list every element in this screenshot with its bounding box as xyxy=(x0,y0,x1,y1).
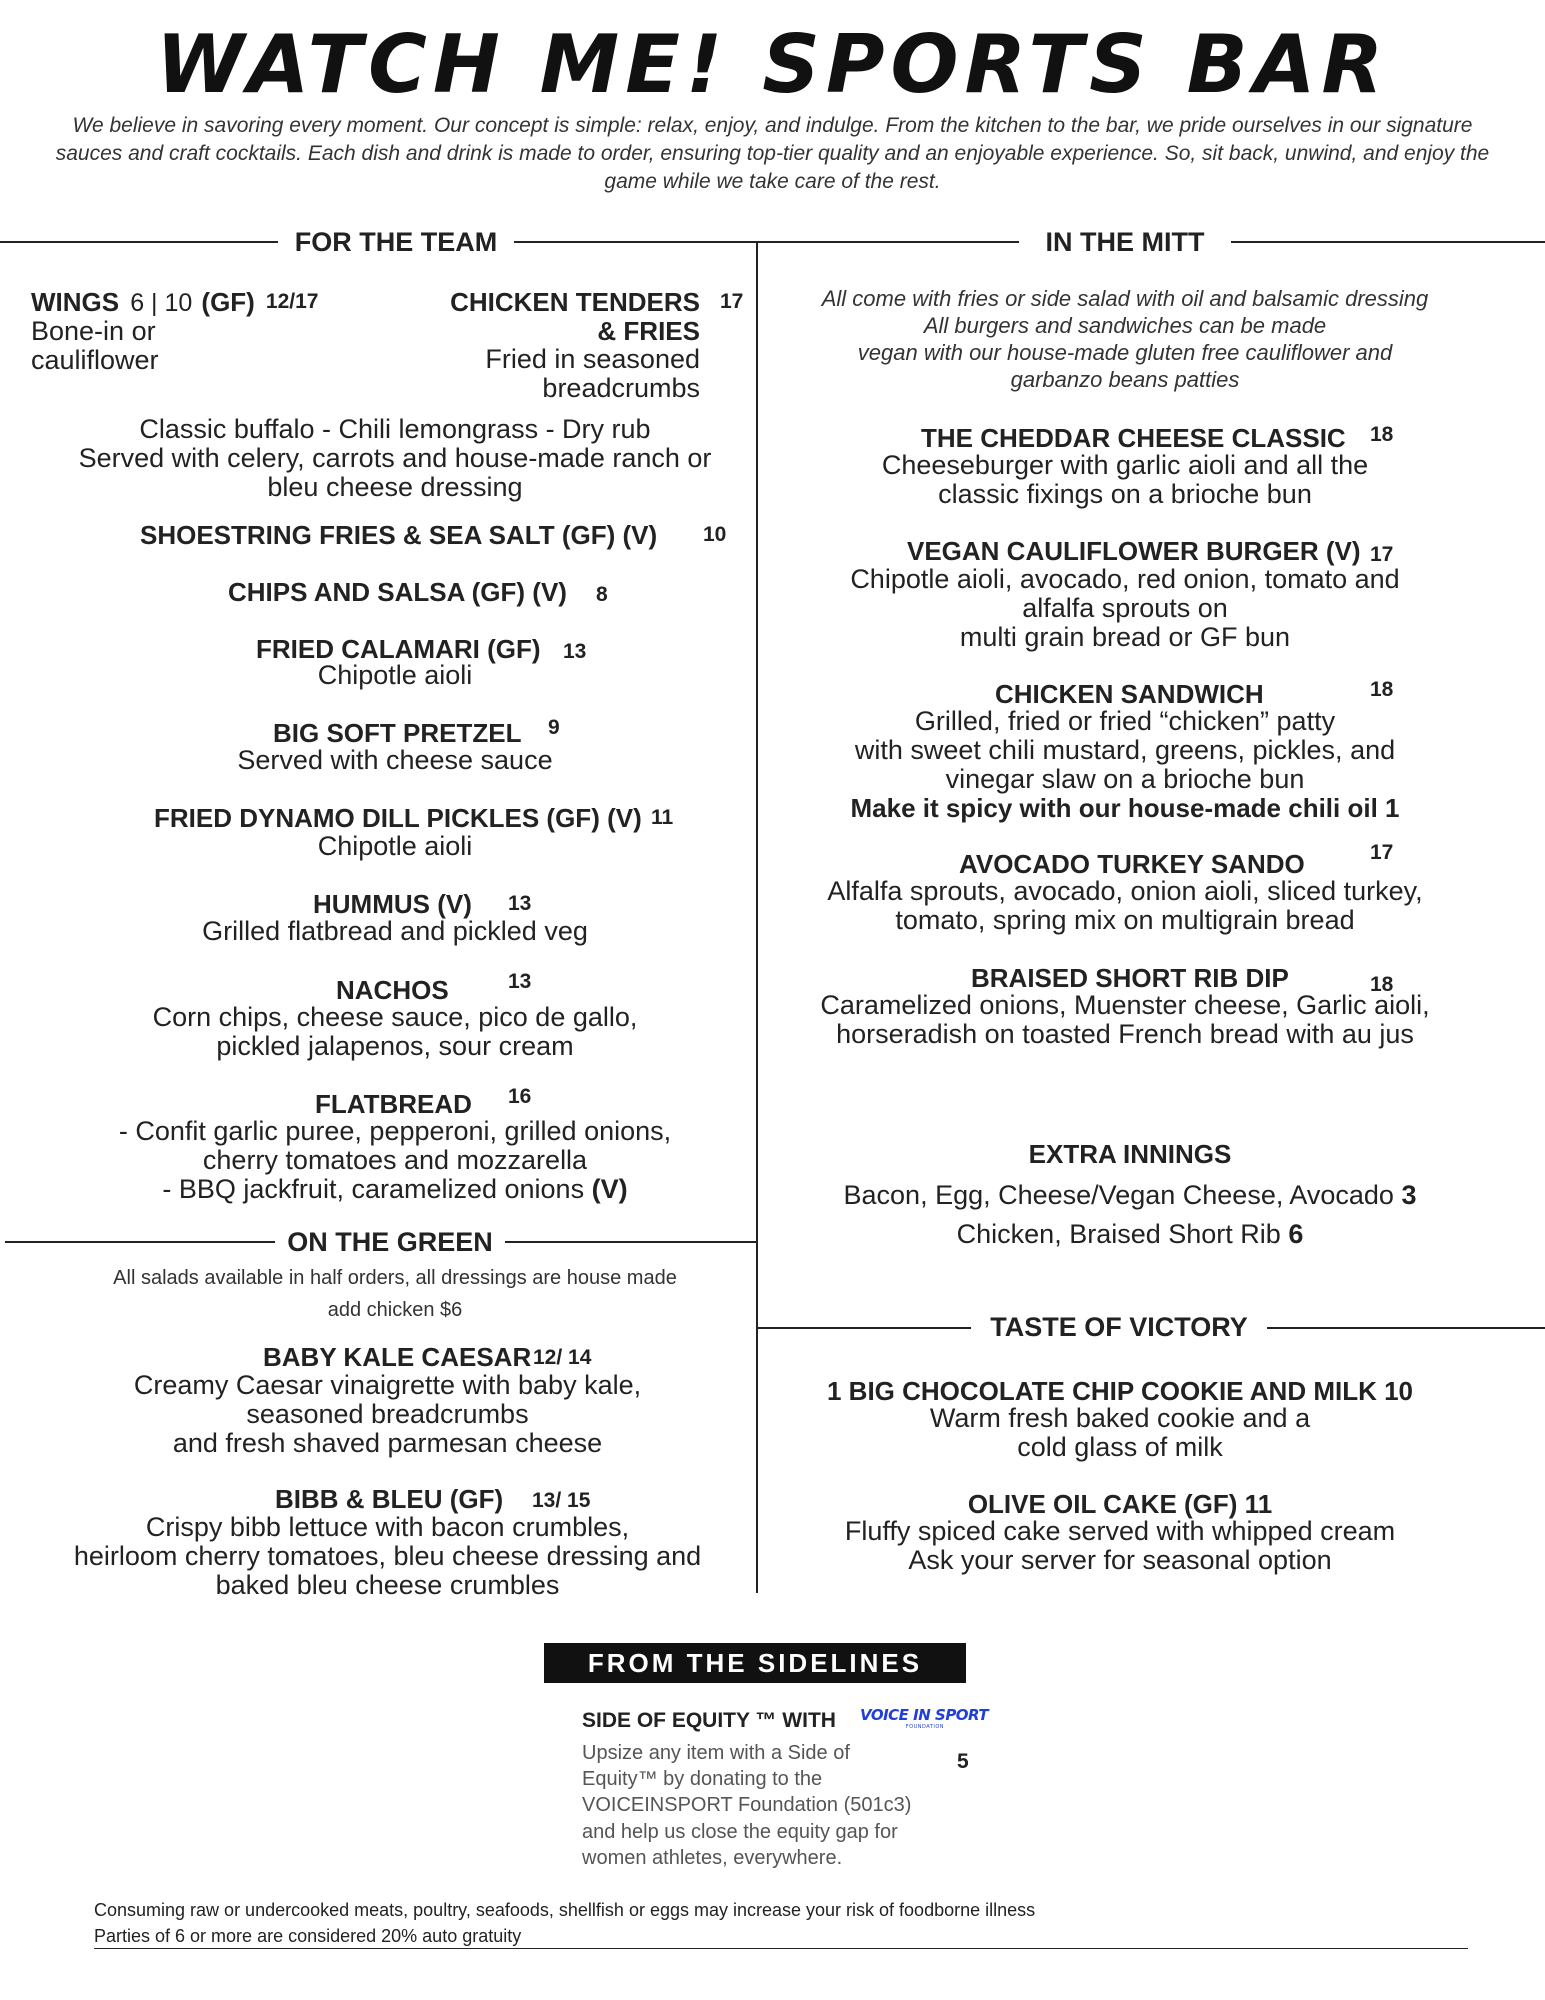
item-description: horseradish on toasted French bread with au jus xyxy=(836,1019,1414,1049)
divider-line xyxy=(514,241,1019,243)
item-price: 12/17 xyxy=(265,290,319,313)
item-description-text: - BBQ jackfruit, caramelized onions xyxy=(162,1174,592,1204)
item-description: with sweet chili mustard, greens, pickles, and xyxy=(854,735,1396,765)
page-title: WATCH ME! SPORTS BAR xyxy=(155,18,1390,111)
item-description: Creamy Caesar vinaigrette with baby kale, xyxy=(133,1370,642,1400)
item-description: classic fixings on a brioche bun xyxy=(938,479,1312,509)
item-description: Warm fresh baked cookie and a xyxy=(929,1403,1311,1433)
item-name: BIBB & BLEU (GF) xyxy=(275,1484,504,1514)
item-name: FRIED DYNAMO DILL PICKLES (GF) (V) xyxy=(154,803,642,833)
item-addon: Make it spicy with our house-made chili oil 1 xyxy=(850,793,1400,823)
item-description: pickled jalapenos, sour cream xyxy=(216,1031,574,1061)
item-description: Ask your server for seasonal option xyxy=(908,1545,1332,1575)
footer-gratuity: Parties of 6 or more are considered 20% auto gratuity xyxy=(94,1926,522,1946)
item-price: 13 xyxy=(508,970,532,993)
item-price: 13 xyxy=(563,640,587,663)
item-description: Corn chips, cheese sauce, pico de gallo, xyxy=(152,1002,638,1032)
footer-disclaimer: Consuming raw or undercooked meats, poultry, seafoods, shellfish or eggs may increase your risk of foodborne illness xyxy=(94,1900,1036,1920)
item-price: 8 xyxy=(596,583,608,606)
divider-line xyxy=(1231,241,1545,243)
item-name: WINGS xyxy=(31,287,120,317)
item-description: Equity™ by donating to the xyxy=(582,1768,823,1790)
menu-item-wings xyxy=(31,287,318,318)
item-description xyxy=(0,1175,790,1204)
section-title-extra-innings: EXTRA INNINGS xyxy=(1028,1139,1232,1169)
divider-line xyxy=(5,1241,275,1243)
extra-price: 6 xyxy=(1288,1219,1304,1249)
section-note: All salads available in half orders, all dressings are house made xyxy=(113,1267,677,1289)
item-description: - Confit garlic puree, pepperoni, grilled onions, xyxy=(118,1116,672,1146)
item-price: 11 xyxy=(651,806,674,829)
logo-subtext: FOUNDATION xyxy=(905,1724,944,1730)
item-description: cauliflower xyxy=(31,345,159,375)
extra-text: Bacon, Egg, Cheese/Vegan Cheese, Avocado xyxy=(843,1180,1402,1210)
item-description: Crispy bibb lettuce with bacon crumbles, xyxy=(145,1512,630,1542)
item-description: Fried in seasoned xyxy=(485,344,700,374)
item-description: Alfalfa sprouts, avocado, onion aioli, sliced turkey, xyxy=(827,876,1423,906)
item-description: cold glass of milk xyxy=(1017,1432,1223,1462)
intro-text: We believe in savoring every moment. Our concept is simple: relax, enjoy, and indulge. From the kitchen to the bar, we pride ourselves in our signature sauces and craft cocktails. Each dish and drink is made to order, ensuring top-tier quality and an enjoyable experience. So, sit back, unwind, and enjoy the game while we take care of the rest. xyxy=(55,114,1490,193)
item-name: VEGAN CAULIFLOWER BURGER (V) xyxy=(907,536,1361,566)
item-price: 17 xyxy=(1370,543,1394,566)
item-tag: (V) xyxy=(591,1174,628,1204)
extra-line xyxy=(780,1181,1480,1210)
section-note: vegan with our house-made gluten free cauliflower and xyxy=(857,340,1393,365)
item-description: Chipotle aioli xyxy=(317,660,473,690)
divider-line xyxy=(505,1241,756,1243)
voice-in-sport-logo xyxy=(860,1706,989,1730)
item-description: bleu cheese dressing xyxy=(267,472,523,502)
item-description: Fluffy spiced cake served with whipped cream xyxy=(844,1516,1396,1546)
item-price: 18 xyxy=(1370,423,1394,446)
item-description: alfalfa sprouts on xyxy=(1022,593,1228,623)
extra-price: 3 xyxy=(1401,1180,1417,1210)
item-description: Upsize any item with a Side of xyxy=(582,1742,850,1764)
item-price: 17 xyxy=(720,290,744,313)
item-price: 13/ 15 xyxy=(532,1489,591,1512)
item-name: CHICKEN SANDWICH xyxy=(995,679,1264,709)
item-description: Grilled, fried or fried “chicken” patty xyxy=(914,706,1336,736)
section-note: All come with fries or side salad with oil and balsamic dressing xyxy=(821,286,1429,311)
section-title-for-the-team: FOR THE TEAM xyxy=(294,227,498,257)
extra-text: Chicken, Braised Short Rib xyxy=(956,1219,1289,1249)
item-price: 16 xyxy=(508,1085,532,1108)
item-name: CHICKEN TENDERS xyxy=(450,287,700,317)
item-name: BRAISED SHORT RIB DIP xyxy=(971,963,1289,993)
item-description: breadcrumbs xyxy=(542,373,700,403)
item-description: Served with celery, carrots and house-made ranch or xyxy=(78,443,712,473)
item-description: multi grain bread or GF bun xyxy=(959,622,1291,652)
item-price: 18 xyxy=(1370,973,1394,996)
item-price: 10 xyxy=(703,523,727,546)
section-note: All burgers and sandwiches can be made xyxy=(923,313,1327,338)
item-description: tomato, spring mix on multigrain bread xyxy=(895,905,1355,935)
item-description: Classic buffalo - Chili lemongrass - Dry rub xyxy=(139,414,651,444)
item-description: Served with cheese sauce xyxy=(237,745,553,775)
item-description: Grilled flatbread and pickled veg xyxy=(202,916,588,946)
item-name: NACHOS xyxy=(336,975,449,1005)
item-description: and help us close the equity gap for xyxy=(582,1821,898,1843)
logo-text: VOICE IN SPORT xyxy=(860,1706,989,1724)
section-title-in-the-mitt: IN THE MITT xyxy=(1045,227,1205,257)
item-price: 9 xyxy=(548,716,560,739)
item-name: & FRIES xyxy=(597,316,700,346)
item-price: 17 xyxy=(1370,841,1394,864)
item-description: and fresh shaved parmesan cheese xyxy=(172,1428,603,1458)
item-price: 5 xyxy=(957,1750,969,1773)
divider-line xyxy=(1267,1327,1545,1329)
item-name: HUMMUS (V) xyxy=(313,889,472,919)
item-description: VOICEINSPORT Foundation (501c3) xyxy=(582,1794,912,1816)
item-name: SHOESTRING FRIES & SEA SALT (GF) (V) xyxy=(140,520,658,550)
item-description: seasoned breadcrumbs xyxy=(246,1399,529,1429)
item-name: SIDE OF EQUITY ™ WITH xyxy=(582,1709,836,1732)
section-note: garbanzo beans patties xyxy=(1010,367,1240,392)
item-name: AVOCADO TURKEY SANDO xyxy=(959,849,1305,879)
item-description: Bone-in or xyxy=(31,316,156,346)
item-description: Cheeseburger with garlic aioli and all the xyxy=(881,450,1369,480)
item-price: 12/ 14 xyxy=(533,1346,592,1369)
item-description: vinegar slaw on a brioche bun xyxy=(945,764,1305,794)
section-title-on-the-green: ON THE GREEN xyxy=(287,1227,493,1257)
item-name: FRIED CALAMARI (GF) xyxy=(256,634,541,664)
item-description: women athletes, everywhere. xyxy=(582,1847,843,1869)
section-title-from-the-sidelines: FROM THE SIDELINES xyxy=(544,1643,966,1683)
footer-rule xyxy=(94,1948,1468,1949)
item-name: FLATBREAD xyxy=(315,1089,472,1119)
item-description: heirloom cherry tomatoes, bleu cheese dressing and xyxy=(73,1541,702,1571)
item-description: Chipotle aioli xyxy=(317,831,473,861)
item-name: OLIVE OIL CAKE (GF) 11 xyxy=(967,1489,1273,1519)
item-price: 18 xyxy=(1370,678,1394,701)
item-name: THE CHEDDAR CHEESE CLASSIC xyxy=(921,423,1346,453)
divider-line xyxy=(0,241,278,243)
item-tag: (GF) xyxy=(201,287,255,317)
item-name: BABY KALE CAESAR xyxy=(263,1342,532,1372)
item-name: BIG SOFT PRETZEL xyxy=(273,718,522,748)
item-counts: 6 | 10 xyxy=(130,289,193,317)
item-name: CHIPS AND SALSA (GF) (V) xyxy=(228,577,567,607)
item-description: cherry tomatoes and mozzarella xyxy=(202,1145,588,1175)
item-description: Chipotle aioli, avocado, red onion, tomato and xyxy=(850,564,1400,594)
divider-line xyxy=(756,1327,971,1329)
section-title-taste-of-victory: TASTE OF VICTORY xyxy=(990,1312,1248,1342)
item-name: 1 BIG CHOCOLATE CHIP COOKIE AND MILK 10 xyxy=(826,1376,1413,1406)
section-note: add chicken $6 xyxy=(327,1299,463,1321)
item-description: Caramelized onions, Muenster cheese, Garlic aioli, xyxy=(820,990,1430,1020)
extra-line xyxy=(780,1220,1480,1249)
item-description: baked bleu cheese crumbles xyxy=(215,1570,560,1600)
item-price: 13 xyxy=(508,892,532,915)
